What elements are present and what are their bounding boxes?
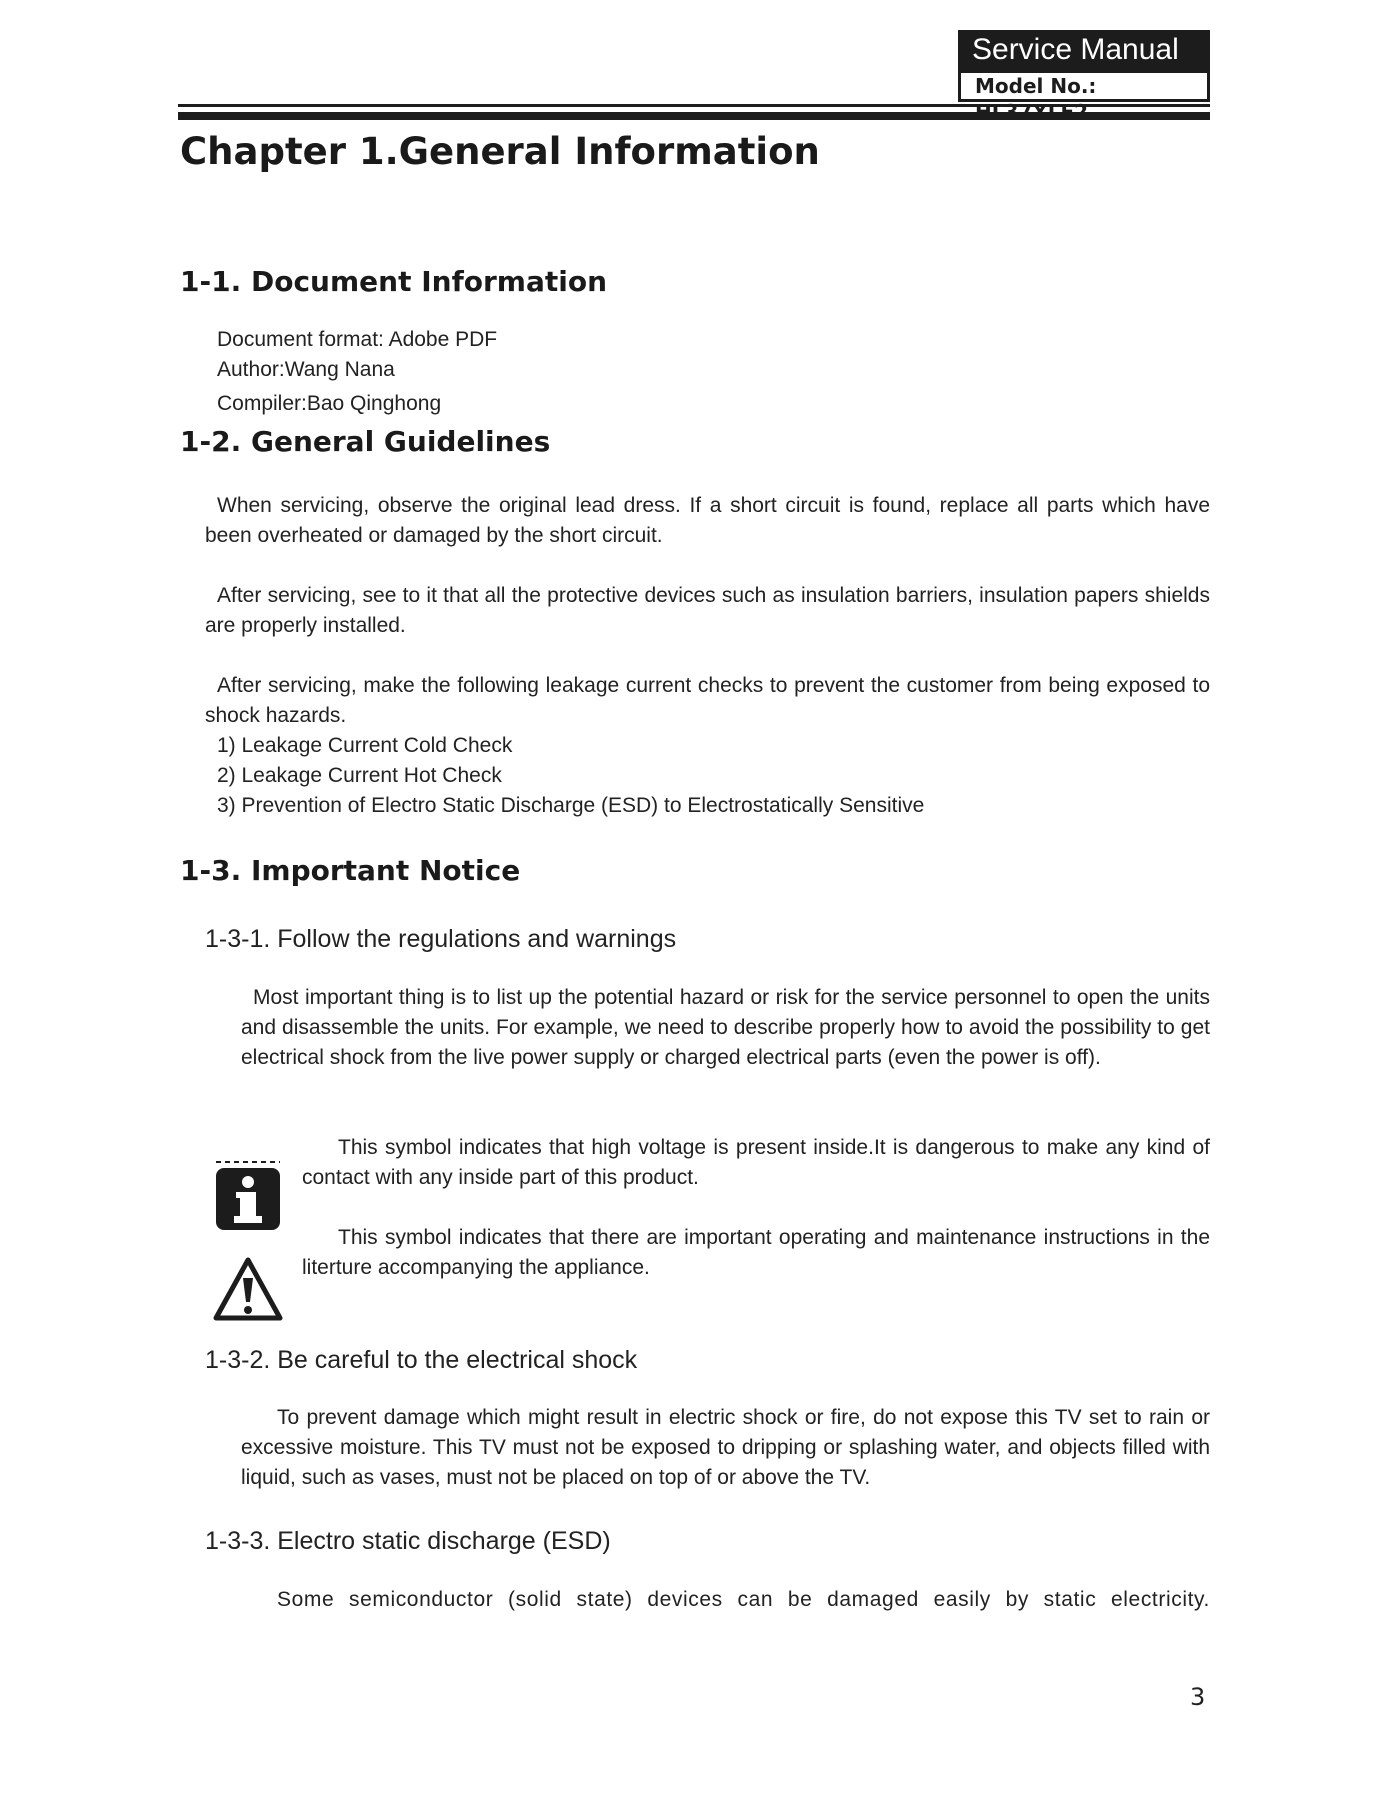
model-number: Model No.: xyxy=(958,70,1210,102)
author-line: Author:Wang Nana xyxy=(217,358,395,381)
subsection-heading-electrical-shock: 1-3-2. Be careful to the electrical shock xyxy=(205,1346,638,1374)
symbol-high-voltage-text: This symbol indicates that high voltage is present inside.It is dangerous to make any kind of contact with any inside part of this product. xyxy=(302,1136,1210,1189)
warning-triangle-icon xyxy=(212,1254,284,1326)
header-rule-thick xyxy=(178,112,1210,120)
section-heading-important-notice: 1-3. Important Notice xyxy=(180,854,521,887)
section-heading-document-information: 1-1. Document Information xyxy=(180,265,608,298)
list-item: 3) Prevention of Electro Static Discharge (ESD) to Electrostatically Sensitive xyxy=(217,794,925,817)
section-heading-general-guidelines: 1-2. General Guidelines xyxy=(180,425,551,458)
subsection-heading-esd: 1-3-3. Electro static discharge (ESD) xyxy=(205,1527,611,1555)
list-item: 2) Leakage Current Hot Check xyxy=(217,764,502,787)
compiler-line: Compiler:Bao Qinghong xyxy=(217,392,442,415)
chapter-title: Chapter 1.General Information xyxy=(180,130,820,173)
esd-paragraph: Some semiconductor (solid state) devices can be damaged easily by static electricity. xyxy=(277,1588,1210,1611)
regulations-paragraph: Most important thing is to list up the potential hazard or risk for the service personnel to open the units and disassemble the units. For example, we need to describe properly how to avoid the possibility to get electrical shock from the live power supply or charged electrical parts (even the power is off). xyxy=(241,986,1210,1069)
guidelines-paragraph-2: After servicing, see to it that all the protective devices such as insulation barriers, insulation papers shields are properly installed. xyxy=(205,584,1210,637)
electrical-shock-paragraph: To prevent damage which might result in electric shock or fire, do not expose this TV set to rain or excessive moisture. This TV must not be exposed to dripping or splashing water, and objects filled with liquid, such as vases, must not be placed on top of or above the TV. xyxy=(241,1406,1210,1489)
page-number: 3 xyxy=(1190,1683,1206,1711)
header-rule-thin xyxy=(178,104,1210,107)
list-item: 1) Leakage Current Cold Check xyxy=(217,734,513,757)
guidelines-paragraph-1: When servicing, observe the original lead dress. If a short circuit is found, replace all parts which have been overheated or damaged by the short circuit. xyxy=(205,494,1210,547)
info-icon xyxy=(212,1160,284,1232)
guidelines-paragraph-3: After servicing, make the following leakage current checks to prevent the customer from being exposed to shock hazards. xyxy=(205,674,1210,727)
service-manual-title: Service Manual xyxy=(958,30,1210,70)
doc-format-line: Document format: Adobe PDF xyxy=(217,328,498,351)
symbol-instructions-text: This symbol indicates that there are important operating and maintenance instructions in the literture accompanying the appliance. xyxy=(302,1226,1210,1279)
subsection-heading-regulations: 1-3-1. Follow the regulations and warnings xyxy=(205,925,677,953)
header-box xyxy=(958,30,1210,102)
